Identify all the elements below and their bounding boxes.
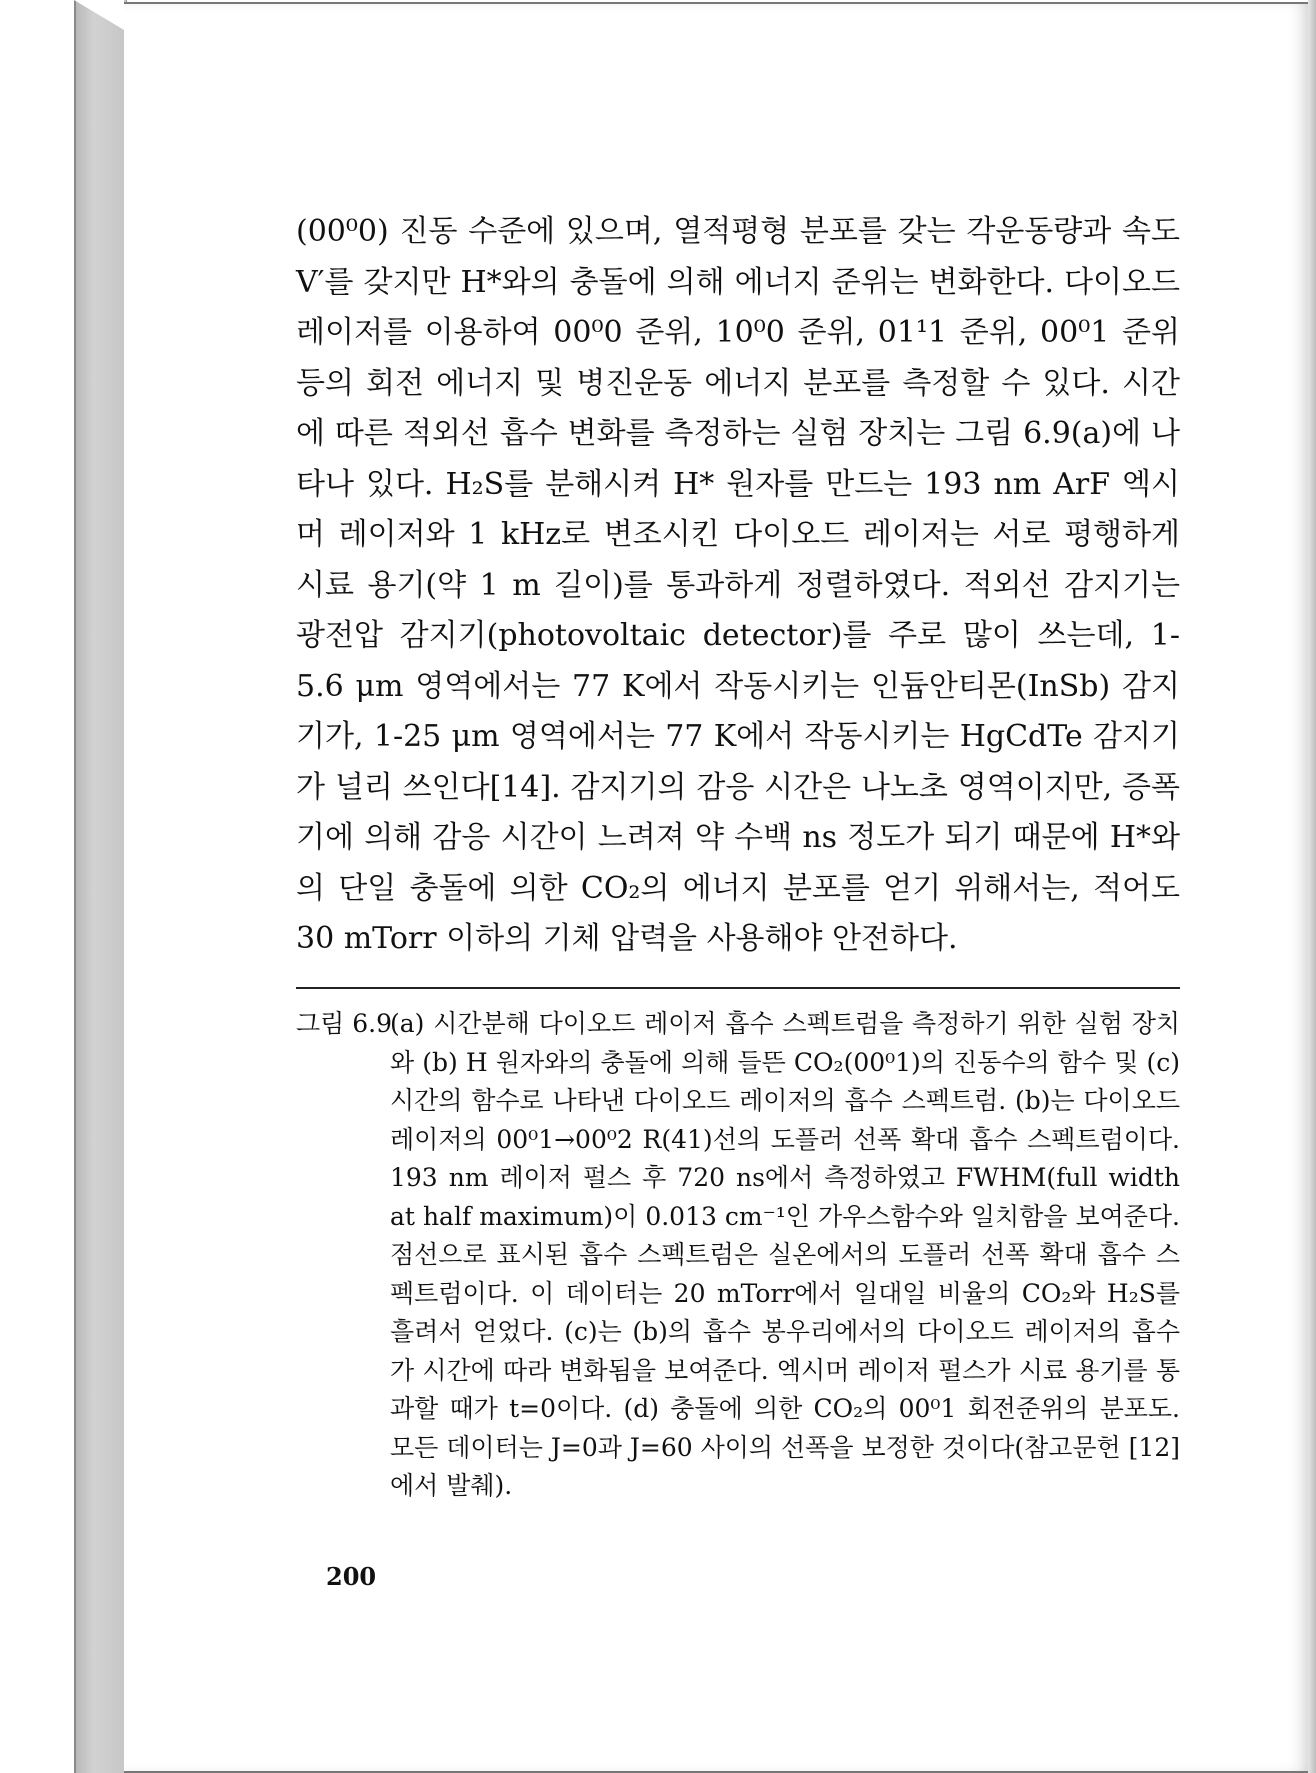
figure-caption [296,1005,1180,1506]
book-spine-corner [74,0,124,30]
body-text [296,207,1180,965]
book-spine [74,0,127,1773]
page-number: 200 [326,1562,377,1591]
caption-divider [296,987,1180,989]
caption-text: (a) 시간분해 다이오드 레이저 흡수 스펙트럼을 측정하기 위한 실험 장치와 (b) H 원자와의 충돌에 의해 들뜬 CO₂(00⁰1)의 진동수의 함수 및 (c) 시간의 함수로 나타낸 다이오드 레이저의 흡수 스펙트럼. (b)는 다이오드 레이저의 00⁰1→00⁰2 R(41)선의 도플러 선폭 확대 흡수 스펙트럼이다. 193 nm 레이저 펄스 후 720 ns에서 측정하였고 FWHM(full width at half maximum)이 0.013 cm⁻¹인 가우스함수와 일치함을 보여준다. 점선으로 표시된 흡수 스펙트럼은 실온에서의 도플러 선폭 확대 흡수 스펙트럼이다. 이 데이터는 20 mTorr에서 일대일 비율의 CO₂와 H₂S를 흘려서 얻었다. (c)는 (b)의 흡수 봉우리에서의 다이오드 레이저의 흡수가 시간에 따라 변화됨을 보여준다. 엑시머 레이저 펄스가 시료 용기를 통과할 때가 t=0이다. (d) 충돌에 의한 CO₂의 00⁰1 회전준위의 분포도. 모든 데이터는 J=0과 J=60 사이의 선폭을 보정한 것이다(참고문헌 [12]에서 발췌). [390,1009,1180,1500]
page-edge [1308,0,1316,1773]
caption-label: 그림 6.9 [296,1009,393,1038]
body-paragraph: (00⁰0) 진동 수준에 있으며, 열적평형 분포를 갖는 각운동량과 속도 V′를 갖지만 H*와의 충돌에 의해 에너지 준위는 변화한다. 다이오드 레이저를 이용하여 00⁰0 준위, 10⁰0 준위, 01¹1 준위, 00⁰1 준위 등의 회전 에너지 및 병진운동 에너지 분포를 측정할 수 있다. 시간에 따른 적외선 흡수 변화를 측정하는 실험 장치는 그림 6.9(a)에 나타나 있다. H₂S를 분해시켜 H* 원자를 만드는 193 nm ArF 엑시머 레이저와 1 kHz로 변조시킨 다이오드 레이저는 서로 평행하게 시료 용기(약 1 m 길이)를 통과하게 정렬하였다. 적외선 감지기는 광전압 감지기(photovoltaic detector)를 주로 많이 쓰는데, 1-5.6 μm 영역에서는 77 K에서 작동시키는 인듐안티몬(InSb) 감지기가, 1-25 μm 영역에서는 77 K에서 작동시키는 HgCdTe 감지기가 널리 쓰인다[14]. 감지기의 감응 시간은 나노초 영역이지만, 증폭기에 의해 감응 시간이 느려져 약 수백 ns 정도가 되기 때문에 H*와의 단일 충돌에 의한 CO₂의 에너지 분포를 얻기 위해서는, 적어도 30 mTorr 이하의 기체 압력을 사용해야 안전하다. [296,214,1180,956]
